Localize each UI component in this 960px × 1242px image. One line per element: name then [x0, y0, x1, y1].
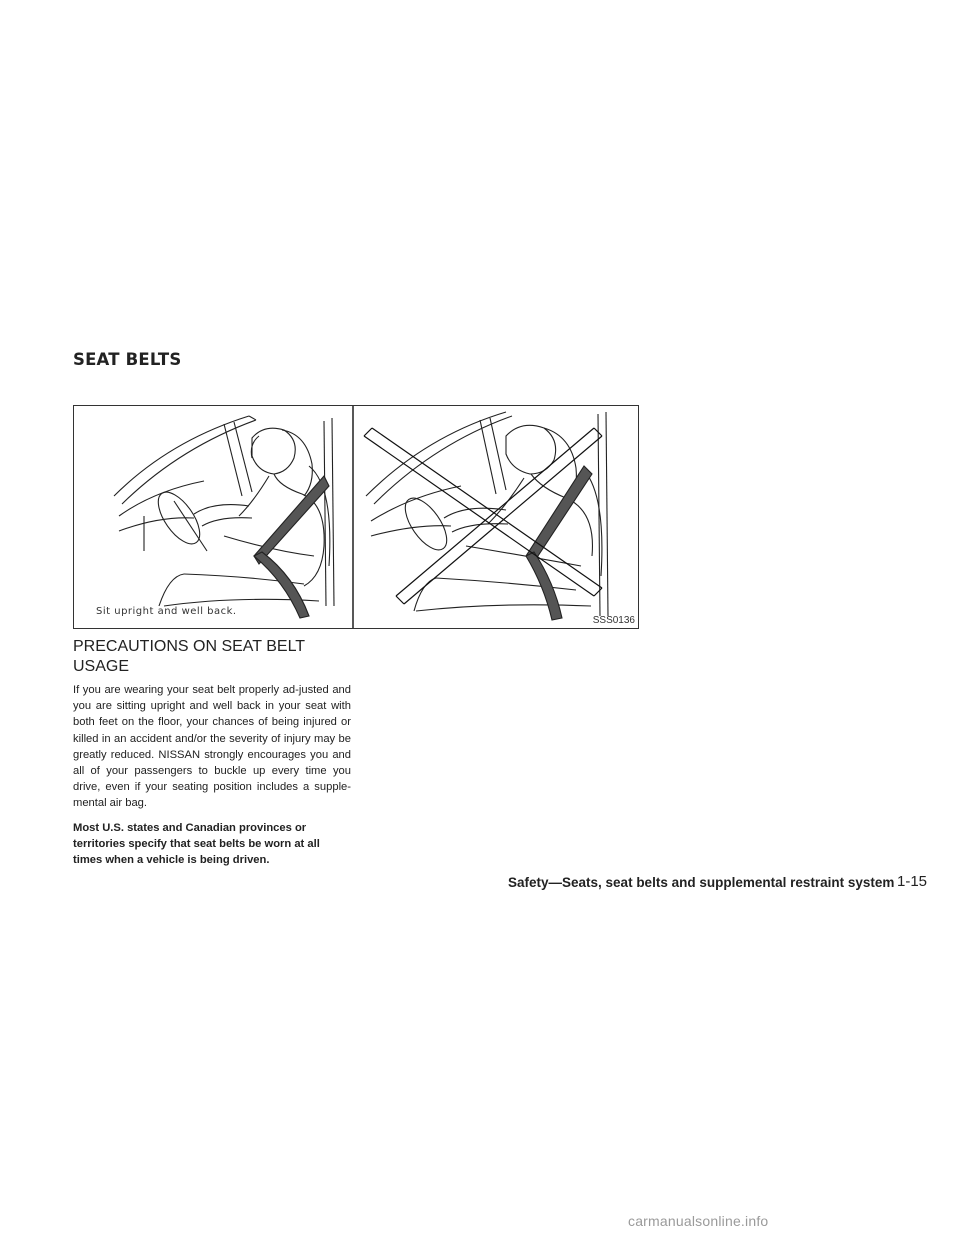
- watermark: carmanualsonline.info: [628, 1213, 769, 1229]
- incorrect-posture-drawing: [366, 412, 608, 616]
- footer-chapter-title: Safety—Seats, seat belts and supplemental restraint system: [508, 875, 895, 890]
- seat-belt-illustration: [73, 405, 639, 629]
- paragraph-precautions: If you are wearing your seat belt properly ad-justed and you are sitting upright and well back in your seat with both feet on the floor, your chances of being injured or killed in an accident and/or the severity of injury may be greatly reduced. NISSAN strongly encourages you and all of your passengers to buckle up every time you drive, even if your seating position includes a supple-mental air bag.: [73, 684, 351, 810]
- incorrect-cross-mark: [364, 428, 602, 604]
- body-text: [73, 682, 351, 876]
- figure-code: SSS0136: [592, 615, 635, 626]
- page-number: 1-15: [897, 873, 928, 890]
- subheading: PRECAUTIONS ON SEAT BELT USAGE: [73, 638, 305, 675]
- figure-caption: Sit upright and well back.: [96, 606, 237, 617]
- section-heading: SEAT BELTS: [73, 350, 182, 369]
- illustration-drawing: [74, 406, 638, 628]
- paragraph-laws: Most U.S. states and Canadian provinces or territories specify that seat belts be worn at all times when a vehicle is being driven.: [73, 821, 320, 867]
